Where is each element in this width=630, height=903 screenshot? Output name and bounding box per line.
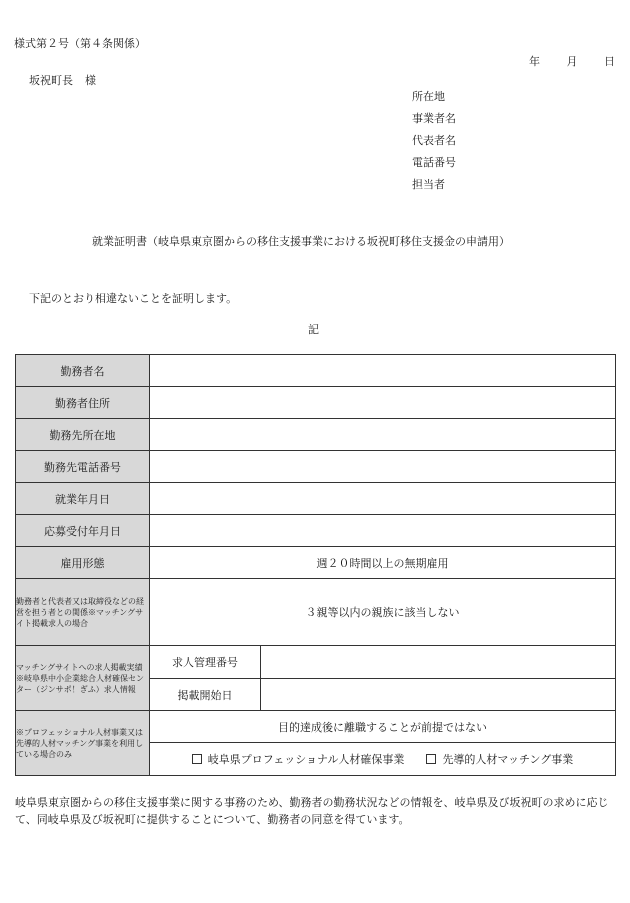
table-row (16, 646, 616, 679)
table-row (16, 483, 616, 515)
field-phone-label: 電話番号 (412, 156, 456, 169)
field-address-label: 所在地 (412, 90, 445, 103)
listing-number-field[interactable] (261, 646, 616, 679)
field-business-name-label: 事業者名 (412, 112, 456, 125)
table-row (16, 547, 616, 579)
field-representative-label: 代表者名 (412, 134, 456, 147)
addressee-honorific: 様 (85, 74, 96, 87)
application-date-field[interactable] (150, 515, 616, 547)
field-contact-label: 担当者 (412, 178, 445, 191)
employment-date-field[interactable] (150, 483, 616, 515)
addressee (29, 72, 96, 88)
table-row (16, 579, 616, 646)
certification-statement: 下記のとおり相違ないことを証明します。 (29, 292, 238, 305)
option-leading-matching-label: 先導的人材マッチング事業 (442, 753, 574, 766)
worker-address-field[interactable] (150, 387, 616, 419)
relation-note: 勤務者と代表者又は取締役などの経営を担う者との関係※マッチングサイト掲載求人の場合 (16, 579, 150, 646)
professional-options (150, 743, 616, 776)
table-row (16, 515, 616, 547)
certificate-table (15, 354, 616, 776)
document-title: 就業証明書（岐阜県東京圏からの移住支援事業における坂祝町移住支援金の申請用） (92, 235, 510, 248)
listing-start-field[interactable] (261, 679, 616, 711)
checkbox-gifu-professional[interactable] (192, 754, 202, 764)
professional-value: 目的達成後に離職することが前提ではない (150, 711, 616, 743)
option-gifu-professional-label: 岐阜県プロフェッショナル人材確保事業 (207, 753, 405, 766)
ki-marker: 記 (308, 323, 319, 336)
date-year-label: 年 (529, 55, 540, 68)
employment-type-label: 雇用形態 (16, 547, 150, 579)
table-row (16, 387, 616, 419)
checkbox-leading-matching[interactable] (426, 754, 436, 764)
employment-date-label: 就業年月日 (16, 483, 150, 515)
date-line (529, 53, 615, 69)
date-month-label: 月 (566, 55, 578, 68)
workplace-phone-field[interactable] (150, 451, 616, 483)
listing-number-label: 求人管理番号 (150, 646, 261, 679)
table-row (16, 451, 616, 483)
table-row (16, 355, 616, 387)
listing-start-label: 掲載開始日 (150, 679, 261, 711)
worker-name-field[interactable] (150, 355, 616, 387)
table-row (16, 711, 616, 743)
consent-footer: 岐阜県東京圏からの移住支援事業に関する事務のため、勤務者の勤務状況などの情報を、岐阜県及び坂祝町の求めに応じて、同岐阜県及び坂祝町に提供することについて、勤務者の同意を得ています。 (15, 796, 609, 826)
matching-note: マッチングサイトへの求人掲載実績※岐阜県中小企業総合人材確保センター（ジンサポ！ぎふ）求人情報 (16, 646, 150, 711)
relation-value: ３親等以内の親族に該当しない (150, 579, 616, 646)
table-row (16, 419, 616, 451)
professional-note: ※プロフェッショナル人材事業又は先導的人材マッチング事業を利用している場合のみ (16, 711, 150, 776)
employment-type-value: 週２０時間以上の無期雇用 (150, 547, 616, 579)
date-day-label: 日 (604, 55, 615, 68)
worker-name-label: 勤務者名 (16, 355, 150, 387)
workplace-address-field[interactable] (150, 419, 616, 451)
addressee-name: 坂祝町長 (29, 74, 73, 87)
workplace-phone-label: 勤務先電話番号 (16, 451, 150, 483)
worker-address-label: 勤務者住所 (16, 387, 150, 419)
form-number: 様式第２号（第４条関係） (14, 37, 146, 50)
workplace-address-label: 勤務先所在地 (16, 419, 150, 451)
application-date-label: 応募受付年月日 (16, 515, 150, 547)
business-fields (412, 89, 456, 199)
